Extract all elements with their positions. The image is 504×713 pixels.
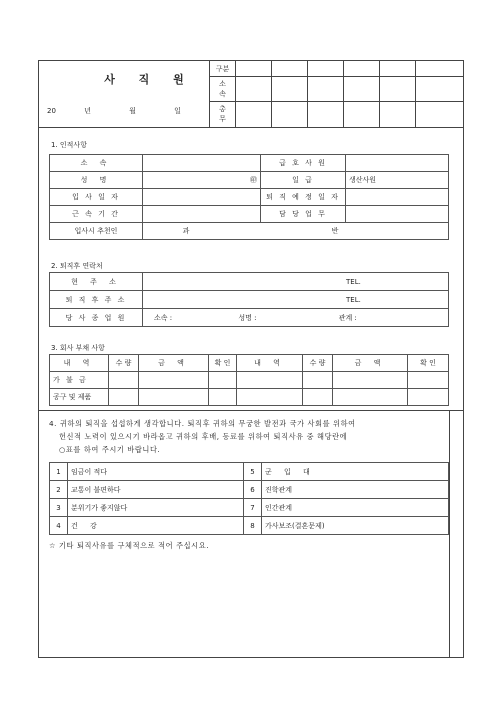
reason-option[interactable]: 군 입 대 — [262, 463, 449, 481]
cell[interactable] — [408, 389, 449, 406]
reason-table — [49, 462, 449, 535]
cell[interactable] — [408, 372, 449, 389]
field-value[interactable]: 생산사원 — [346, 172, 449, 189]
field-label: 일 급 — [261, 172, 346, 189]
reason-option[interactable]: 진학관계 — [262, 481, 449, 499]
relation-label: 관계 : — [338, 313, 357, 322]
approval-col-5 — [415, 61, 416, 127]
cell[interactable] — [237, 372, 303, 389]
contact-table — [49, 272, 449, 327]
table-row — [50, 291, 449, 309]
cell[interactable] — [303, 389, 333, 406]
date-year-unit: 년 — [84, 107, 91, 115]
field-value[interactable] — [143, 155, 261, 172]
approval-label-sosok — [210, 79, 235, 99]
cell[interactable] — [303, 372, 333, 389]
recommender-value[interactable] — [143, 223, 449, 240]
field-label: 퇴 직 예 정 일 자 — [261, 189, 346, 206]
reason-number: 1 — [50, 463, 68, 481]
table-row — [50, 223, 449, 240]
field-label: 입사시 추천인 — [50, 223, 143, 240]
reason-number: 8 — [244, 517, 262, 535]
cell[interactable] — [109, 389, 139, 406]
column-header: 내 역 — [237, 355, 303, 372]
column-header: 확 인 — [408, 355, 449, 372]
section-4-divider — [39, 410, 464, 411]
cell[interactable] — [333, 389, 408, 406]
row-label: 공구 및 제품 — [50, 389, 109, 406]
date-month-unit: 월 — [129, 107, 136, 115]
field-value[interactable] — [346, 189, 449, 206]
table-row — [50, 517, 449, 535]
column-header: 금 액 — [139, 355, 209, 372]
table-row — [50, 273, 449, 291]
column-header: 금 액 — [333, 355, 408, 372]
table-row — [50, 389, 449, 406]
table-row — [50, 372, 449, 389]
seal-mark: ㊞ — [250, 176, 257, 184]
table-row — [50, 206, 449, 223]
column-header: 확 인 — [209, 355, 237, 372]
reason-number: 7 — [244, 499, 262, 517]
field-value[interactable] — [143, 189, 261, 206]
field-value[interactable] — [143, 206, 261, 223]
field-value[interactable] — [346, 155, 449, 172]
cell[interactable] — [139, 389, 209, 406]
notice-line-2: 헌신적 노력이 있으시기 바라옵고 귀하의 후배, 동료를 위하여 퇴직사유 중 해당란에 — [59, 432, 348, 441]
section-1-title: 1. 인적사항 — [51, 141, 87, 149]
field-value[interactable] — [143, 172, 261, 189]
table-row — [50, 189, 449, 206]
approval-label-divider — [235, 61, 236, 127]
date-day-unit: 일 — [174, 107, 181, 115]
reason-option[interactable]: 가사보조(결혼문제) — [262, 517, 449, 535]
field-label: 급 호 사 원 — [261, 155, 346, 172]
reason-number: 6 — [244, 481, 262, 499]
name-label: 성명 : — [238, 313, 257, 322]
field-label: 퇴 직 후 주 소 — [50, 291, 143, 309]
column-header: 내 역 — [50, 355, 109, 372]
approval-row-2 — [209, 101, 464, 102]
table-row — [50, 499, 449, 517]
cell[interactable] — [209, 389, 237, 406]
column-header: 수 량 — [109, 355, 139, 372]
cell[interactable] — [237, 389, 303, 406]
tel-label: TEL. — [346, 295, 361, 304]
approval-col-4 — [379, 61, 380, 127]
right-margin-line — [449, 410, 450, 658]
approval-label-gubun: 구분 — [215, 65, 230, 73]
field-label: 당 사 종 업 원 — [50, 309, 143, 327]
date-year: 20 — [47, 107, 56, 115]
column-header: 수 량 — [303, 355, 333, 372]
reason-number: 4 — [50, 517, 68, 535]
resignation-form — [38, 60, 464, 658]
reason-number: 2 — [50, 481, 68, 499]
table-row — [50, 155, 449, 172]
cell[interactable] — [333, 372, 408, 389]
cell[interactable] — [139, 372, 209, 389]
field-label: 성 명 — [50, 172, 143, 189]
approval-label-chongmu-text: 총무 — [219, 105, 226, 123]
table-row — [50, 355, 449, 372]
employee-value[interactable] — [143, 309, 449, 327]
tel-label: TEL. — [346, 277, 361, 286]
personal-info-table — [49, 154, 449, 240]
cell[interactable] — [209, 372, 237, 389]
approval-col-2 — [307, 61, 308, 127]
table-row — [50, 463, 449, 481]
reason-option[interactable]: 건 강 — [68, 517, 244, 535]
address2-value[interactable] — [143, 291, 449, 309]
reason-number: 5 — [244, 463, 262, 481]
field-label: 소 속 — [50, 155, 143, 172]
other-reason-label: ☆ 기타 퇴직사유를 구체적으로 적어 주십시요. — [49, 541, 210, 550]
date-line — [47, 106, 212, 116]
field-label: 입 사 일 자 — [50, 189, 143, 206]
section-3-title: 3. 회사 부채 사항 — [51, 344, 105, 352]
reason-option[interactable]: 인간관계 — [262, 499, 449, 517]
field-label: 담 당 업 무 — [261, 206, 346, 223]
other-reason-area[interactable] — [49, 555, 447, 655]
reason-number: 3 — [50, 499, 68, 517]
notice-line-3: ○표를 하여 주시기 바랍니다. — [59, 445, 161, 454]
field-label: 근 속 기 간 — [50, 206, 143, 223]
reason-option[interactable]: 임금이 적다 — [68, 463, 244, 481]
relation-label: 과 반 — [182, 227, 409, 235]
debt-table — [49, 354, 449, 406]
reason-option[interactable]: 교통이 불편하다 — [68, 481, 244, 499]
reason-option[interactable]: 분위기가 좋지않다 — [68, 499, 244, 517]
approval-label-chongmu — [210, 104, 235, 124]
approval-col-1 — [271, 61, 272, 127]
approval-row-1 — [209, 76, 464, 77]
field-value[interactable] — [346, 206, 449, 223]
address-value[interactable] — [143, 273, 449, 291]
row-label: 가 불 금 — [50, 372, 109, 389]
table-row — [50, 309, 449, 327]
approval-label-sosok-text: 소속 — [219, 80, 226, 98]
notice-line-1: 4. 귀하의 퇴직을 섭섭하게 생각합니다. 퇴직후 귀하의 무궁한 발전과 국가 사회를 위하여 — [49, 419, 356, 428]
field-label: 현 주 소 — [50, 273, 143, 291]
table-row — [50, 481, 449, 499]
table-row — [50, 172, 449, 189]
dept-label: 소속 : — [154, 313, 173, 322]
section-2-title: 2. 퇴직후 연락처 — [51, 262, 103, 270]
form-title: 사 직 원 — [104, 73, 194, 86]
header-divider — [39, 127, 464, 128]
approval-col-3 — [343, 61, 344, 127]
cell[interactable] — [109, 372, 139, 389]
